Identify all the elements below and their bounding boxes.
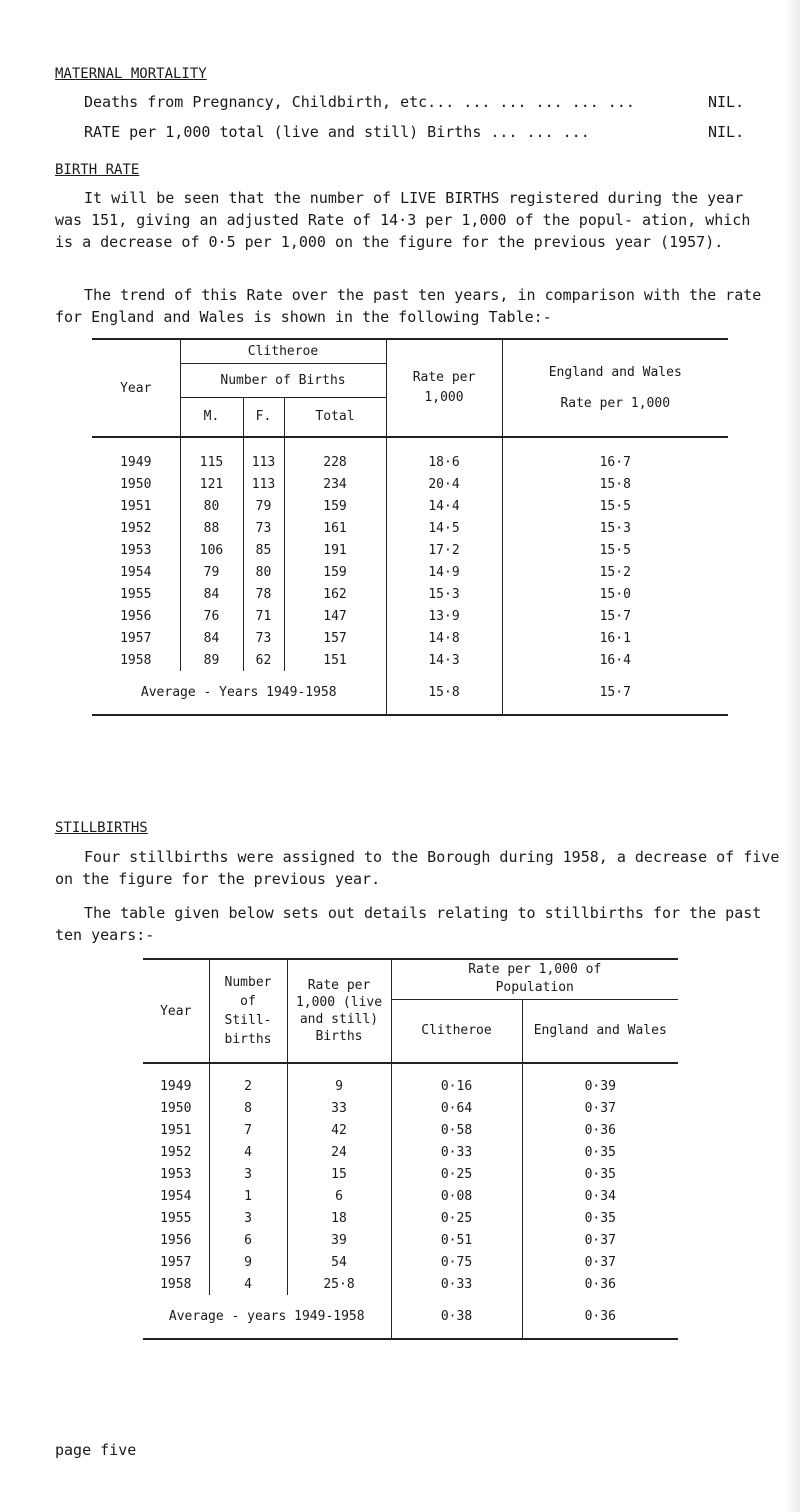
still-rate-cell: 6 xyxy=(287,1185,391,1207)
births-f-cell: 78 xyxy=(243,583,284,605)
births-year-cell: 1957 xyxy=(92,627,180,649)
births-f-cell: 79 xyxy=(243,495,284,517)
births-f-cell: 85 xyxy=(243,539,284,561)
still-average-label: Average - years 1949-1958 xyxy=(143,1295,391,1339)
still-year-cell: 1951 xyxy=(143,1119,209,1141)
births-rate-cell: 14·8 xyxy=(386,627,502,649)
table-row xyxy=(143,1119,678,1141)
stillbirths-table xyxy=(143,958,678,1340)
births-f-cell: 73 xyxy=(243,627,284,649)
table-row xyxy=(92,517,728,539)
still-rate-cell: 39 xyxy=(287,1229,391,1251)
births-f-cell: 80 xyxy=(243,561,284,583)
still-year-cell: 1956 xyxy=(143,1229,209,1251)
table-row xyxy=(143,1229,678,1251)
still-number-cell: 7 xyxy=(209,1119,287,1141)
births-rate-cell: 14·3 xyxy=(386,649,502,671)
births-ew-cell: 15·5 xyxy=(599,542,631,558)
births-average-label: Average - Years 1949-1958 xyxy=(92,671,386,715)
births-f-cell: 113 xyxy=(243,451,284,473)
births-ew-cell: 15·3 xyxy=(599,520,631,536)
still-ew-cell: 0·39 xyxy=(584,1078,616,1094)
births-total-cell: 151 xyxy=(284,649,386,671)
births-total-cell: 159 xyxy=(284,495,386,517)
still-number-cell: 9 xyxy=(209,1251,287,1273)
still-clitheroe-cell: 0·16 xyxy=(391,1075,522,1097)
births-year-cell: 1956 xyxy=(92,605,180,627)
births-total-cell: 234 xyxy=(284,473,386,495)
still-year-cell: 1958 xyxy=(143,1273,209,1295)
still-clitheroe-cell: 0·75 xyxy=(391,1251,522,1273)
births-header-m: M. xyxy=(180,397,243,437)
births-table xyxy=(92,338,728,716)
table-spacer-row xyxy=(92,437,728,451)
table-row xyxy=(92,627,728,649)
births-m-cell: 121 xyxy=(180,473,243,495)
still-header-rate: Rate per 1,000 (live and still) Births xyxy=(287,959,391,1063)
still-rate-cell: 25·8 xyxy=(287,1273,391,1295)
still-ew-cell: 0·37 xyxy=(584,1232,616,1248)
stillbirths-heading: STILLBIRTHS xyxy=(55,820,148,836)
still-clitheroe-cell: 0·33 xyxy=(391,1141,522,1163)
page-edge-shadow xyxy=(786,0,800,1512)
births-rate-cell: 14·9 xyxy=(386,561,502,583)
table-row xyxy=(143,1185,678,1207)
table-row xyxy=(92,495,728,517)
still-clitheroe-cell: 0·08 xyxy=(391,1185,522,1207)
still-number-cell: 6 xyxy=(209,1229,287,1251)
still-rate-cell: 15 xyxy=(287,1163,391,1185)
births-ew-cell: 15·0 xyxy=(599,586,631,602)
births-m-cell: 89 xyxy=(180,649,243,671)
births-header-f: F. xyxy=(243,397,284,437)
maternal-rate-label: RATE per 1,000 total (live and still) Births ... ... ... xyxy=(84,123,590,141)
still-ew-cell: 0·35 xyxy=(584,1210,616,1226)
births-rate-cell: 15·3 xyxy=(386,583,502,605)
births-m-cell: 106 xyxy=(180,539,243,561)
table-average-row xyxy=(92,671,728,715)
births-header-england-wales xyxy=(502,339,728,437)
still-header-clitheroe: Clitheroe xyxy=(391,999,522,1063)
births-ew-cell: 16·1 xyxy=(599,630,631,646)
birth-rate-heading: BIRTH RATE xyxy=(55,162,140,178)
maternal-rate-value: NIL. xyxy=(708,123,745,141)
births-f-cell: 71 xyxy=(243,605,284,627)
still-ew-cell: 0·34 xyxy=(584,1188,616,1204)
births-m-cell: 84 xyxy=(180,583,243,605)
still-rate-cell: 33 xyxy=(287,1097,391,1119)
still-number-cell: 1 xyxy=(209,1185,287,1207)
still-number-cell: 2 xyxy=(209,1075,287,1097)
table-row xyxy=(143,1141,678,1163)
still-rate-cell: 42 xyxy=(287,1119,391,1141)
table-row xyxy=(92,605,728,627)
still-header-number: Number of Still- births xyxy=(209,959,287,1063)
births-m-cell: 80 xyxy=(180,495,243,517)
still-number-cell: 4 xyxy=(209,1141,287,1163)
birth-rate-paragraph-2: The trend of this Rate over the past ten years, in comparison with the rate for England and Wales is shown in the following Table:- xyxy=(55,286,762,326)
table-row xyxy=(143,1075,678,1097)
births-rate-cell: 20·4 xyxy=(386,473,502,495)
still-clitheroe-cell: 0·51 xyxy=(391,1229,522,1251)
maternal-deaths-value: NIL. xyxy=(708,93,745,111)
table-row xyxy=(92,473,728,495)
still-ew-cell: 0·36 xyxy=(584,1122,616,1138)
table-row xyxy=(92,539,728,561)
births-header-ew-line1: England and Wales xyxy=(548,365,682,380)
births-rate-cell: 14·4 xyxy=(386,495,502,517)
still-year-cell: 1957 xyxy=(143,1251,209,1273)
births-ew-cell: 15·5 xyxy=(599,498,631,514)
still-ew-cell: 0·36 xyxy=(584,1276,616,1292)
still-clitheroe-cell: 0·25 xyxy=(391,1207,522,1229)
births-ew-cell: 15·7 xyxy=(599,608,631,624)
births-total-cell: 161 xyxy=(284,517,386,539)
births-year-cell: 1949 xyxy=(92,451,180,473)
still-header-year: Year xyxy=(143,959,209,1063)
births-m-cell: 84 xyxy=(180,627,243,649)
table-average-row xyxy=(143,1295,678,1339)
table-row xyxy=(92,451,728,473)
stillbirths-table-body xyxy=(143,1063,678,1339)
still-year-cell: 1949 xyxy=(143,1075,209,1097)
births-ew-cell: 16·7 xyxy=(599,454,631,470)
births-total-cell: 147 xyxy=(284,605,386,627)
births-year-cell: 1955 xyxy=(92,583,180,605)
table-row xyxy=(143,1251,678,1273)
still-average-clitheroe: 0·38 xyxy=(391,1295,522,1339)
births-f-cell: 73 xyxy=(243,517,284,539)
stillbirths-paragraph-1: Four stillbirths were assigned to the Borough during 1958, a decrease of five on the figure for the previous year. xyxy=(55,848,780,888)
still-ew-cell: 0·37 xyxy=(584,1100,616,1116)
still-year-cell: 1952 xyxy=(143,1141,209,1163)
still-average-ew: 0·36 xyxy=(522,1295,678,1339)
table-row xyxy=(92,649,728,671)
births-ew-cell: 16·4 xyxy=(599,652,631,668)
still-number-cell: 3 xyxy=(209,1207,287,1229)
births-f-cell: 62 xyxy=(243,649,284,671)
births-table-body xyxy=(92,437,728,715)
still-year-cell: 1950 xyxy=(143,1097,209,1119)
births-m-cell: 88 xyxy=(180,517,243,539)
births-year-cell: 1958 xyxy=(92,649,180,671)
still-header-england-wales: England and Wales xyxy=(522,999,678,1063)
births-year-cell: 1954 xyxy=(92,561,180,583)
births-year-cell: 1952 xyxy=(92,517,180,539)
births-rate-cell: 14·5 xyxy=(386,517,502,539)
births-year-cell: 1950 xyxy=(92,473,180,495)
births-f-cell: 113 xyxy=(243,473,284,495)
still-year-cell: 1955 xyxy=(143,1207,209,1229)
still-clitheroe-cell: 0·64 xyxy=(391,1097,522,1119)
births-ew-cell: 15·2 xyxy=(599,564,631,580)
still-clitheroe-cell: 0·58 xyxy=(391,1119,522,1141)
births-header-year: Year xyxy=(92,339,180,437)
table-row xyxy=(143,1273,678,1295)
births-header-rate: Rate per 1,000 xyxy=(386,339,502,437)
birth-rate-paragraph-1: It will be seen that the number of LIVE BIRTHS registered during the year was 151, giving an adjusted Rate of 14·3 per 1,000 of the popul- ation, which is a decrease of 0·5 per 1,000 on the figure for the previous year (1957). xyxy=(55,189,751,251)
births-m-cell: 79 xyxy=(180,561,243,583)
births-total-cell: 157 xyxy=(284,627,386,649)
births-ew-cell: 15·8 xyxy=(599,476,631,492)
still-ew-cell: 0·35 xyxy=(584,1166,616,1182)
still-ew-cell: 0·37 xyxy=(584,1254,616,1270)
births-header-clitheroe: Clitheroe xyxy=(180,339,386,363)
still-header-population: Rate per 1,000 of Population xyxy=(391,959,678,999)
stillbirths-paragraph-2: The table given below sets out details relating to stillbirths for the past ten years:- xyxy=(55,904,762,944)
births-average-ew: 15·7 xyxy=(502,671,728,715)
births-header-number-of-births: Number of Births xyxy=(180,363,386,397)
births-header-ew-line2: Rate per 1,000 xyxy=(560,396,671,411)
births-total-cell: 162 xyxy=(284,583,386,605)
still-ew-cell: 0·35 xyxy=(584,1144,616,1160)
still-year-cell: 1954 xyxy=(143,1185,209,1207)
still-number-cell: 8 xyxy=(209,1097,287,1119)
births-header-total: Total xyxy=(284,397,386,437)
births-m-cell: 76 xyxy=(180,605,243,627)
births-total-cell: 191 xyxy=(284,539,386,561)
page-number-label: page five xyxy=(55,1441,137,1459)
births-rate-cell: 13·9 xyxy=(386,605,502,627)
still-clitheroe-cell: 0·33 xyxy=(391,1273,522,1295)
births-year-cell: 1951 xyxy=(92,495,180,517)
still-rate-cell: 18 xyxy=(287,1207,391,1229)
births-year-cell: 1953 xyxy=(92,539,180,561)
births-total-cell: 228 xyxy=(284,451,386,473)
births-average-rate: 15·8 xyxy=(386,671,502,715)
still-rate-cell: 54 xyxy=(287,1251,391,1273)
still-year-cell: 1953 xyxy=(143,1163,209,1185)
births-rate-cell: 17·2 xyxy=(386,539,502,561)
table-row xyxy=(92,561,728,583)
still-number-cell: 4 xyxy=(209,1273,287,1295)
table-row xyxy=(143,1097,678,1119)
births-total-cell: 159 xyxy=(284,561,386,583)
table-row xyxy=(143,1163,678,1185)
maternal-mortality-heading: MATERNAL MORTALITY xyxy=(55,66,207,82)
table-row xyxy=(143,1207,678,1229)
maternal-deaths-label: Deaths from Pregnancy, Childbirth, etc... ... ... ... ... ... xyxy=(84,93,635,111)
births-rate-cell: 18·6 xyxy=(386,451,502,473)
still-number-cell: 3 xyxy=(209,1163,287,1185)
births-m-cell: 115 xyxy=(180,451,243,473)
still-clitheroe-cell: 0·25 xyxy=(391,1163,522,1185)
table-row xyxy=(92,583,728,605)
still-rate-cell: 9 xyxy=(287,1075,391,1097)
still-rate-cell: 24 xyxy=(287,1141,391,1163)
table-spacer-row xyxy=(143,1063,678,1075)
